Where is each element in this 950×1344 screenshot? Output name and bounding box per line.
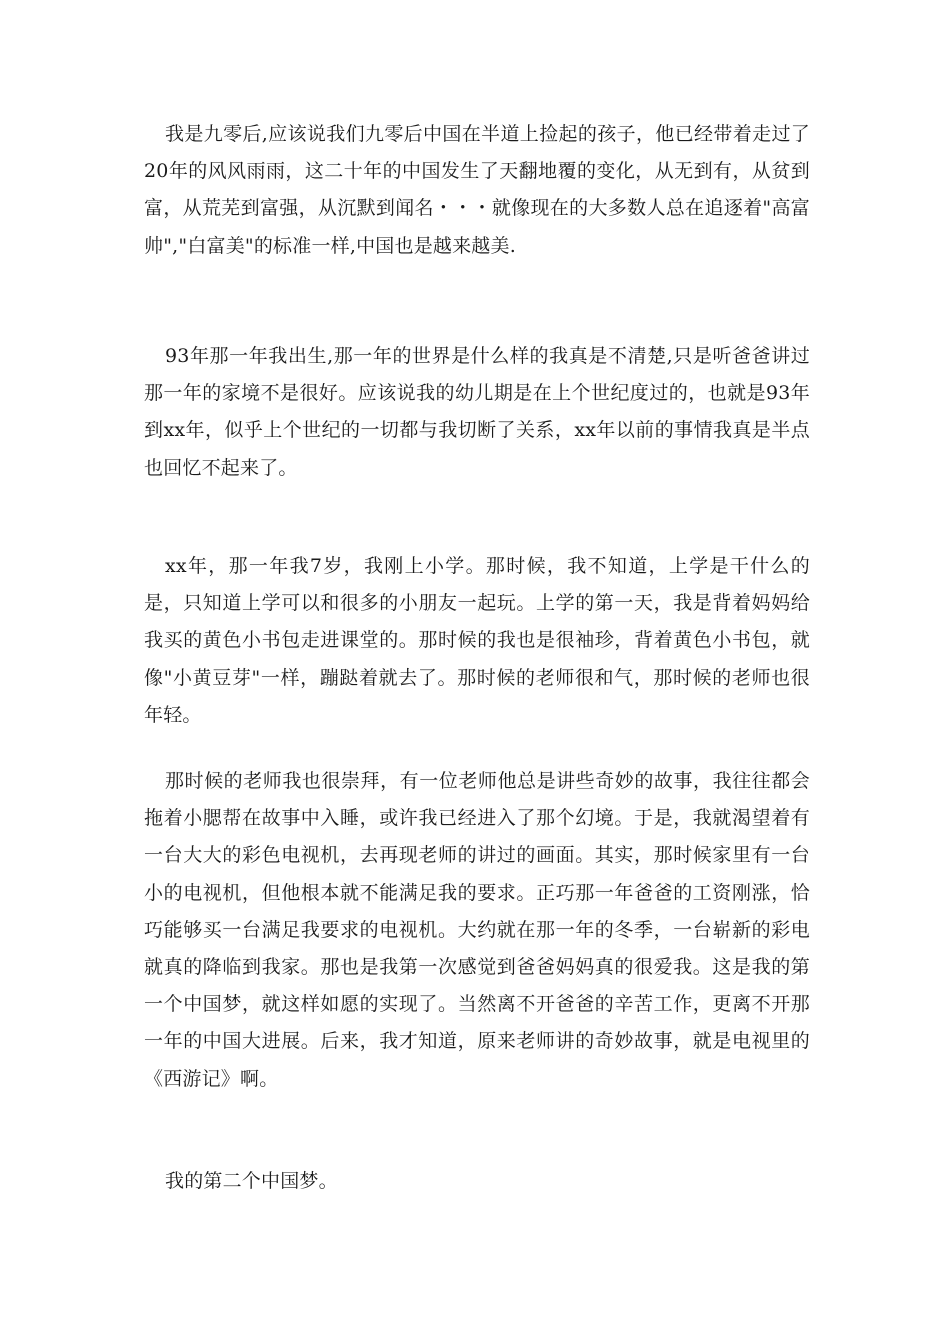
paragraph-first-china-dream: 那时候的老师我也很崇拜，有一位老师他总是讲些奇妙的故事，我往往都会拖着小腮帮在故事中入睡，或许我已经进入了那个幻境。于是，我就渴望着有一台大大的彩色电视机，去再现老师的讲过的画面。其实，那时候家里有一台小的电视机，但他根本就不能满足我的要求。正巧那一年爸爸的工资刚涨，恰巧能够买一台满足我要求的电视机。大约就在那一年的冬季，一台崭新的彩电就真的降临到我家。那也是我第一次感觉到爸爸妈妈真的很爱我。这是我的第一个中国梦，就这样如愿的实现了。当然离不开爸爸的辛苦工作，更离不开那一年的中国大进展。后来，我才知道，原来老师讲的奇妙故事，就是电视里的《西游记》啊。: [144, 770, 810, 1090]
paragraph-second-china-dream-heading: 我的第二个中国梦。: [165, 1170, 338, 1192]
paragraph-birth-year: 93年那一年我出生,那一年的世界是什么样的我真是不清楚,只是听爸爸讲过那一年的家境不是很好。应该说我的幼儿期是在上个世纪度过的，也就是93年到xx年，似乎上个世纪的一切都与我切断了关系，xx年以前的事情我真是半点也回忆不起来了。: [144, 345, 810, 479]
paragraph-first-school-day: xx年，那一年我7岁，我刚上小学。那时候，我不知道，上学是干什么的是，只知道上学可以和很多的小朋友一起玩。上学的第一天，我是背着妈妈给我买的黄色小书包走进课堂的。那时候的我也是很袖珍，背着黄色小书包，就像"小黄豆芽"一样，蹦跶着就去了。那时候的老师很和气，那时候的老师也很年轻。: [144, 555, 810, 726]
paragraph-nineties-generation: 我是九零后,应该说我们九零后中国在半道上捡起的孩子，他已经带着走过了20年的风风雨雨，这二十年的中国发生了天翻地覆的变化，从无到有，从贫到富，从荒芜到富强，从沉默到闻名・・・就像现在的大多数人总在追逐着"高富帅","白富美"的标准一样,中国也是越来越美.: [144, 123, 810, 257]
